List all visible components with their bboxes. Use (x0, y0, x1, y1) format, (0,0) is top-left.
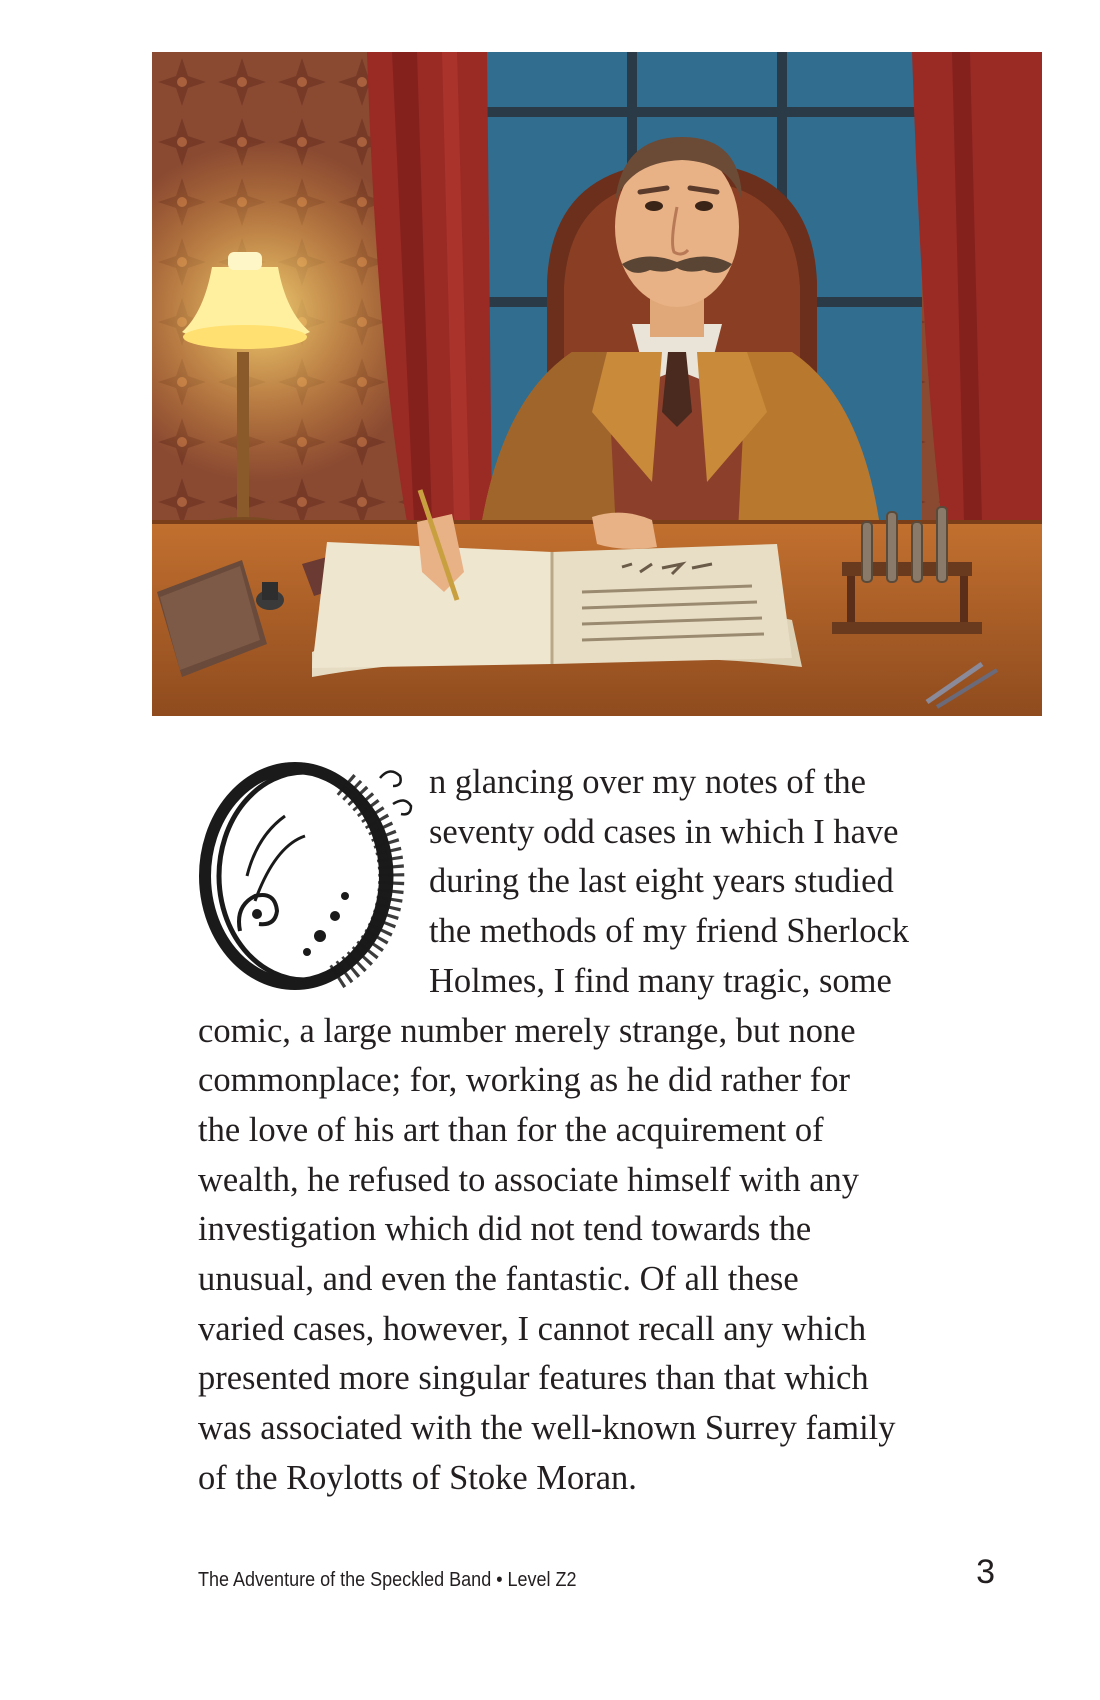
text-line-15: of the Roylotts of Stoke Moran. (198, 1458, 637, 1497)
illustration (152, 52, 1042, 716)
text-line-12: varied cases, however, I cannot recall any which (198, 1309, 867, 1348)
story-paragraph (198, 758, 1008, 1504)
page-number: 3 (976, 1553, 995, 1591)
text-line-9: wealth, he refused to associate himself with any (198, 1160, 860, 1199)
text-line-11: unusual, and even the fantastic. Of all these (198, 1260, 799, 1299)
text-line-2: seventy odd cases in which I have (429, 812, 899, 851)
text-line-4: the methods of my friend Sherlock (429, 912, 910, 951)
text-line-8: the love of his art than for the acquirement of (198, 1110, 824, 1149)
illustration-graphic (152, 52, 1042, 716)
text-line-7: commonplace; for, working as he did rather for (198, 1061, 850, 1100)
text-line-6: comic, a large number merely strange, but none (198, 1011, 856, 1050)
text-line-14: was associated with the well-known Surrey family (198, 1409, 896, 1448)
text-line-3: during the last eight years studied (429, 862, 894, 901)
footer-book-title: The Adventure of the Speckled Band • Level Z2 (198, 1569, 577, 1591)
text-line-1: n glancing over my notes of the (429, 763, 866, 801)
text-line-10: investigation which did not tend towards the (198, 1210, 812, 1249)
text-line-5: Holmes, I find many tragic, some (429, 961, 892, 1000)
text-line-13: presented more singular features than that which (198, 1359, 869, 1398)
